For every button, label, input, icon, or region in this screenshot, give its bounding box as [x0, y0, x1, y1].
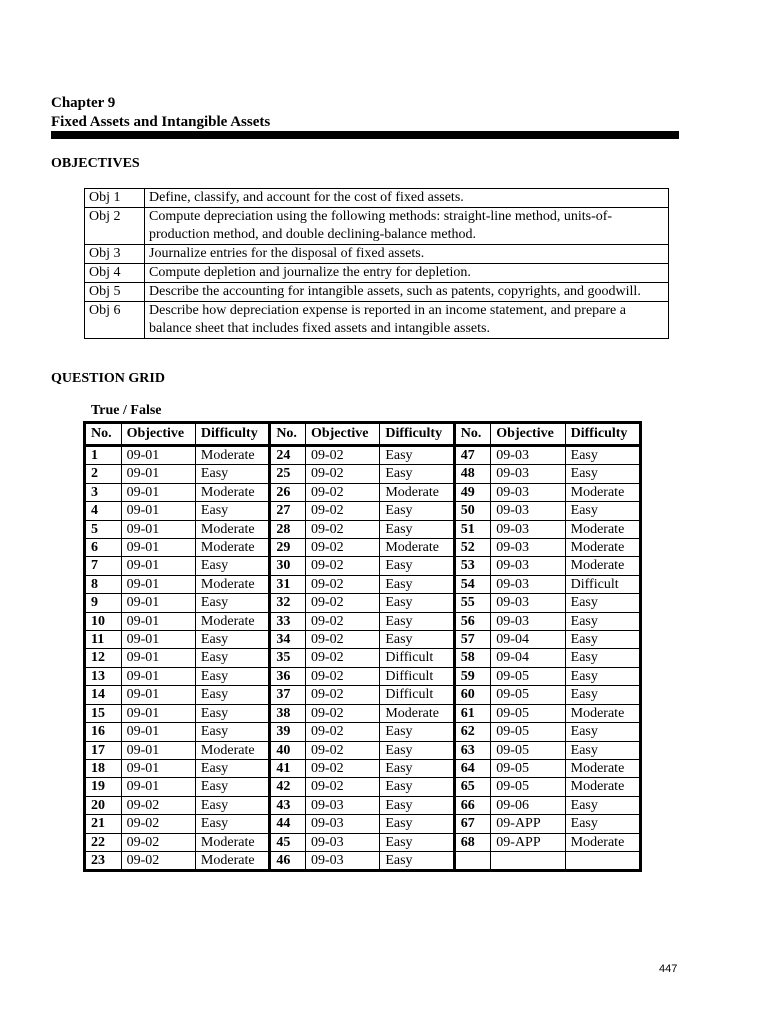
question-objective: 09-02	[305, 631, 379, 649]
table-row	[85, 539, 641, 557]
question-difficulty: Moderate	[195, 446, 269, 465]
table-row	[85, 704, 641, 722]
question-objective: 09-02	[305, 520, 379, 538]
question-number: 47	[454, 446, 491, 465]
objectives-heading: OBJECTIVES	[51, 156, 140, 171]
question-difficulty: Easy	[565, 667, 640, 685]
question-number: 48	[454, 465, 491, 483]
question-number: 62	[454, 723, 491, 741]
question-number: 27	[270, 502, 306, 520]
question-difficulty: Easy	[380, 502, 454, 520]
question-difficulty: Easy	[380, 759, 454, 777]
question-objective: 09-03	[491, 483, 565, 501]
question-number: 57	[454, 631, 491, 649]
table-row	[85, 815, 641, 833]
table-row	[85, 833, 641, 851]
question-number: 25	[270, 465, 306, 483]
question-objective: 09-05	[491, 741, 565, 759]
question-number: 29	[270, 539, 306, 557]
question-objective: 09-01	[121, 446, 195, 465]
question-number: 4	[85, 502, 122, 520]
question-difficulty: Easy	[195, 704, 269, 722]
table-row	[85, 446, 641, 465]
question-difficulty: Moderate	[380, 704, 454, 722]
question-difficulty: Moderate	[195, 741, 269, 759]
question-number: 11	[85, 631, 122, 649]
question-objective: 09-01	[121, 612, 195, 630]
question-objective: 09-03	[305, 796, 379, 814]
question-number: 56	[454, 612, 491, 630]
objectives-table	[84, 188, 669, 339]
question-number: 21	[85, 815, 122, 833]
question-difficulty: Easy	[380, 851, 454, 870]
true-false-heading: True / False	[91, 403, 162, 418]
question-number: 5	[85, 520, 122, 538]
question-number: 61	[454, 704, 491, 722]
question-objective	[491, 851, 565, 870]
question-difficulty: Difficult	[380, 649, 454, 667]
table-row	[85, 557, 641, 575]
objective-text: Journalize entries for the disposal of fixed assets.	[145, 245, 669, 264]
title-divider	[51, 131, 679, 139]
question-difficulty: Easy	[195, 778, 269, 796]
question-objective: 09-02	[305, 704, 379, 722]
question-objective: 09-APP	[491, 833, 565, 851]
question-difficulty	[565, 851, 640, 870]
question-difficulty: Easy	[195, 667, 269, 685]
grid-header-cell: Difficulty	[195, 423, 269, 446]
question-number: 36	[270, 667, 306, 685]
question-number: 8	[85, 575, 122, 593]
question-difficulty: Moderate	[380, 483, 454, 501]
question-difficulty: Easy	[380, 833, 454, 851]
question-objective: 09-01	[121, 759, 195, 777]
question-objective: 09-02	[305, 741, 379, 759]
table-row	[85, 575, 641, 593]
question-number: 43	[270, 796, 306, 814]
question-objective: 09-01	[121, 594, 195, 612]
question-difficulty: Moderate	[565, 520, 640, 538]
question-objective: 09-01	[121, 649, 195, 667]
question-objective: 09-03	[491, 502, 565, 520]
question-difficulty: Moderate	[565, 557, 640, 575]
question-objective: 09-01	[121, 631, 195, 649]
question-number: 10	[85, 612, 122, 630]
question-number: 51	[454, 520, 491, 538]
question-difficulty: Moderate	[195, 575, 269, 593]
question-number: 55	[454, 594, 491, 612]
question-objective: 09-01	[121, 741, 195, 759]
question-number: 42	[270, 778, 306, 796]
question-objective: 09-03	[491, 539, 565, 557]
question-number: 22	[85, 833, 122, 851]
question-difficulty: Easy	[380, 575, 454, 593]
question-number: 23	[85, 851, 122, 870]
table-row	[85, 723, 641, 741]
question-number: 14	[85, 686, 122, 704]
question-objective: 09-03	[305, 833, 379, 851]
question-number: 32	[270, 594, 306, 612]
question-difficulty: Easy	[565, 723, 640, 741]
chapter-label: Chapter 9	[51, 95, 116, 111]
question-difficulty: Easy	[195, 465, 269, 483]
question-difficulty: Difficult	[380, 667, 454, 685]
page-number: 447	[659, 963, 678, 975]
question-objective: 09-05	[491, 667, 565, 685]
table-row	[85, 667, 641, 685]
table-row	[85, 594, 641, 612]
question-number: 19	[85, 778, 122, 796]
question-number: 37	[270, 686, 306, 704]
question-number: 66	[454, 796, 491, 814]
question-objective: 09-01	[121, 778, 195, 796]
question-number: 64	[454, 759, 491, 777]
question-difficulty: Moderate	[565, 483, 640, 501]
question-number: 53	[454, 557, 491, 575]
question-number: 52	[454, 539, 491, 557]
question-difficulty: Moderate	[565, 833, 640, 851]
question-number: 2	[85, 465, 122, 483]
question-number: 13	[85, 667, 122, 685]
question-objective: 09-01	[121, 686, 195, 704]
question-number: 12	[85, 649, 122, 667]
objective-id: Obj 2	[85, 208, 145, 245]
question-objective: 09-01	[121, 502, 195, 520]
objective-row	[85, 208, 669, 245]
question-number: 58	[454, 649, 491, 667]
question-number: 20	[85, 796, 122, 814]
question-difficulty: Easy	[565, 465, 640, 483]
question-difficulty: Moderate	[195, 483, 269, 501]
question-difficulty: Easy	[380, 465, 454, 483]
question-objective: 09-03	[491, 594, 565, 612]
question-difficulty: Difficult	[565, 575, 640, 593]
question-objective: 09-05	[491, 778, 565, 796]
question-difficulty: Difficult	[380, 686, 454, 704]
question-difficulty: Easy	[195, 723, 269, 741]
question-objective: 09-02	[121, 833, 195, 851]
objective-id: Obj 1	[85, 189, 145, 208]
question-number: 63	[454, 741, 491, 759]
question-objective: 09-01	[121, 704, 195, 722]
question-objective: 09-03	[491, 612, 565, 630]
table-row	[85, 483, 641, 501]
grid-header-cell: No.	[270, 423, 306, 446]
question-objective: 09-05	[491, 759, 565, 777]
question-number: 16	[85, 723, 122, 741]
question-difficulty: Easy	[565, 796, 640, 814]
question-number: 34	[270, 631, 306, 649]
table-row	[85, 778, 641, 796]
question-objective: 09-02	[305, 557, 379, 575]
question-number: 67	[454, 815, 491, 833]
question-difficulty: Easy	[565, 502, 640, 520]
question-number: 39	[270, 723, 306, 741]
question-difficulty: Moderate	[195, 833, 269, 851]
question-difficulty: Easy	[380, 741, 454, 759]
question-objective: 09-03	[491, 520, 565, 538]
question-number	[454, 851, 491, 870]
objective-row	[85, 264, 669, 283]
question-difficulty: Easy	[380, 520, 454, 538]
objective-row	[85, 302, 669, 339]
table-row	[85, 612, 641, 630]
question-grid-table	[83, 421, 642, 872]
question-objective: 09-05	[491, 686, 565, 704]
question-objective: 09-03	[305, 815, 379, 833]
grid-header-cell: No.	[454, 423, 491, 446]
question-number: 31	[270, 575, 306, 593]
question-objective: 09-04	[491, 649, 565, 667]
question-difficulty: Easy	[565, 686, 640, 704]
grid-header-cell: Objective	[491, 423, 565, 446]
objective-text: Define, classify, and account for the cost of fixed assets.	[145, 189, 669, 208]
question-number: 18	[85, 759, 122, 777]
question-number: 60	[454, 686, 491, 704]
question-objective: 09-01	[121, 575, 195, 593]
question-difficulty: Easy	[565, 631, 640, 649]
question-number: 30	[270, 557, 306, 575]
question-number: 17	[85, 741, 122, 759]
question-objective: 09-06	[491, 796, 565, 814]
question-difficulty: Easy	[380, 815, 454, 833]
table-row	[85, 686, 641, 704]
question-objective: 09-03	[491, 557, 565, 575]
question-objective: 09-02	[305, 667, 379, 685]
question-number: 1	[85, 446, 122, 465]
question-difficulty: Easy	[565, 649, 640, 667]
grid-header-cell: Objective	[305, 423, 379, 446]
question-number: 44	[270, 815, 306, 833]
question-number: 35	[270, 649, 306, 667]
question-number: 50	[454, 502, 491, 520]
question-difficulty: Moderate	[195, 539, 269, 557]
question-number: 46	[270, 851, 306, 870]
question-number: 6	[85, 539, 122, 557]
question-difficulty: Moderate	[195, 520, 269, 538]
question-number: 59	[454, 667, 491, 685]
question-difficulty: Moderate	[565, 704, 640, 722]
question-difficulty: Easy	[195, 649, 269, 667]
question-difficulty: Easy	[380, 796, 454, 814]
question-difficulty: Easy	[565, 594, 640, 612]
objective-text: Describe the accounting for intangible assets, such as patents, copyrights, and goodwill.	[145, 283, 669, 302]
question-number: 54	[454, 575, 491, 593]
objective-id: Obj 3	[85, 245, 145, 264]
question-number: 9	[85, 594, 122, 612]
question-difficulty: Easy	[195, 759, 269, 777]
question-difficulty: Easy	[380, 557, 454, 575]
grid-header-cell: No.	[85, 423, 122, 446]
objective-row	[85, 283, 669, 302]
question-number: 24	[270, 446, 306, 465]
question-difficulty: Easy	[565, 815, 640, 833]
question-difficulty: Easy	[195, 796, 269, 814]
table-row	[85, 502, 641, 520]
question-number: 40	[270, 741, 306, 759]
question-objective: 09-02	[305, 778, 379, 796]
question-objective: 09-02	[305, 446, 379, 465]
question-difficulty: Easy	[195, 502, 269, 520]
question-number: 3	[85, 483, 122, 501]
question-difficulty: Easy	[195, 631, 269, 649]
question-objective: 09-02	[305, 686, 379, 704]
question-number: 38	[270, 704, 306, 722]
question-objective: 09-02	[121, 796, 195, 814]
objective-id: Obj 4	[85, 264, 145, 283]
objective-row	[85, 189, 669, 208]
question-objective: 09-03	[491, 465, 565, 483]
question-number: 65	[454, 778, 491, 796]
grid-header-cell: Difficulty	[380, 423, 454, 446]
objective-text: Describe how depreciation expense is reported in an income statement, and prepare a balance sheet that includes fixed assets and intangible assets.	[145, 302, 669, 339]
question-objective: 09-02	[305, 759, 379, 777]
question-difficulty: Easy	[565, 446, 640, 465]
question-objective: 09-02	[305, 723, 379, 741]
table-row	[85, 520, 641, 538]
question-number: 26	[270, 483, 306, 501]
table-row	[85, 759, 641, 777]
question-objective: 09-01	[121, 557, 195, 575]
grid-header-row	[85, 423, 641, 446]
objective-text: Compute depletion and journalize the entry for depletion.	[145, 264, 669, 283]
question-objective: 09-02	[305, 575, 379, 593]
question-difficulty: Easy	[195, 686, 269, 704]
question-difficulty: Easy	[195, 557, 269, 575]
page-title: Fixed Assets and Intangible Assets	[51, 114, 271, 130]
question-difficulty: Easy	[380, 612, 454, 630]
table-row	[85, 796, 641, 814]
question-number: 68	[454, 833, 491, 851]
question-objective: 09-APP	[491, 815, 565, 833]
question-number: 41	[270, 759, 306, 777]
table-row	[85, 851, 641, 870]
question-difficulty: Easy	[195, 815, 269, 833]
question-objective: 09-03	[305, 851, 379, 870]
question-difficulty: Moderate	[565, 759, 640, 777]
question-objective: 09-03	[491, 575, 565, 593]
table-row	[85, 631, 641, 649]
question-objective: 09-01	[121, 520, 195, 538]
question-difficulty: Easy	[380, 778, 454, 796]
objective-text: Compute depreciation using the following methods: straight-line method, units-of-production method, and double declining-balance method.	[145, 208, 669, 245]
objective-id: Obj 5	[85, 283, 145, 302]
question-objective: 09-03	[491, 446, 565, 465]
question-number: 7	[85, 557, 122, 575]
question-difficulty: Easy	[565, 741, 640, 759]
question-difficulty: Easy	[565, 612, 640, 630]
table-row	[85, 649, 641, 667]
question-objective: 09-01	[121, 465, 195, 483]
question-objective: 09-01	[121, 539, 195, 557]
question-difficulty: Moderate	[380, 539, 454, 557]
question-objective: 09-01	[121, 723, 195, 741]
question-difficulty: Easy	[380, 723, 454, 741]
question-objective: 09-02	[305, 594, 379, 612]
question-objective: 09-04	[491, 631, 565, 649]
question-objective: 09-02	[305, 465, 379, 483]
question-objective: 09-02	[121, 851, 195, 870]
question-objective: 09-01	[121, 483, 195, 501]
objective-id: Obj 6	[85, 302, 145, 339]
question-difficulty: Moderate	[195, 851, 269, 870]
question-number: 28	[270, 520, 306, 538]
question-difficulty: Easy	[380, 446, 454, 465]
question-difficulty: Moderate	[565, 539, 640, 557]
question-number: 15	[85, 704, 122, 722]
table-row	[85, 741, 641, 759]
question-objective: 09-05	[491, 704, 565, 722]
question-difficulty: Moderate	[195, 612, 269, 630]
question-objective: 09-02	[305, 539, 379, 557]
question-number: 49	[454, 483, 491, 501]
grid-header-cell: Difficulty	[565, 423, 640, 446]
grid-header-cell: Objective	[121, 423, 195, 446]
objective-row	[85, 245, 669, 264]
question-objective: 09-01	[121, 667, 195, 685]
question-difficulty: Easy	[195, 594, 269, 612]
question-objective: 09-05	[491, 723, 565, 741]
question-objective: 09-02	[305, 483, 379, 501]
question-number: 45	[270, 833, 306, 851]
question-objective: 09-02	[305, 612, 379, 630]
question-difficulty: Easy	[380, 631, 454, 649]
question-difficulty: Easy	[380, 594, 454, 612]
question-objective: 09-02	[305, 649, 379, 667]
question-number: 33	[270, 612, 306, 630]
table-row	[85, 465, 641, 483]
question-grid-heading: QUESTION GRID	[51, 371, 165, 386]
question-difficulty: Moderate	[565, 778, 640, 796]
question-objective: 09-02	[305, 502, 379, 520]
question-objective: 09-02	[121, 815, 195, 833]
